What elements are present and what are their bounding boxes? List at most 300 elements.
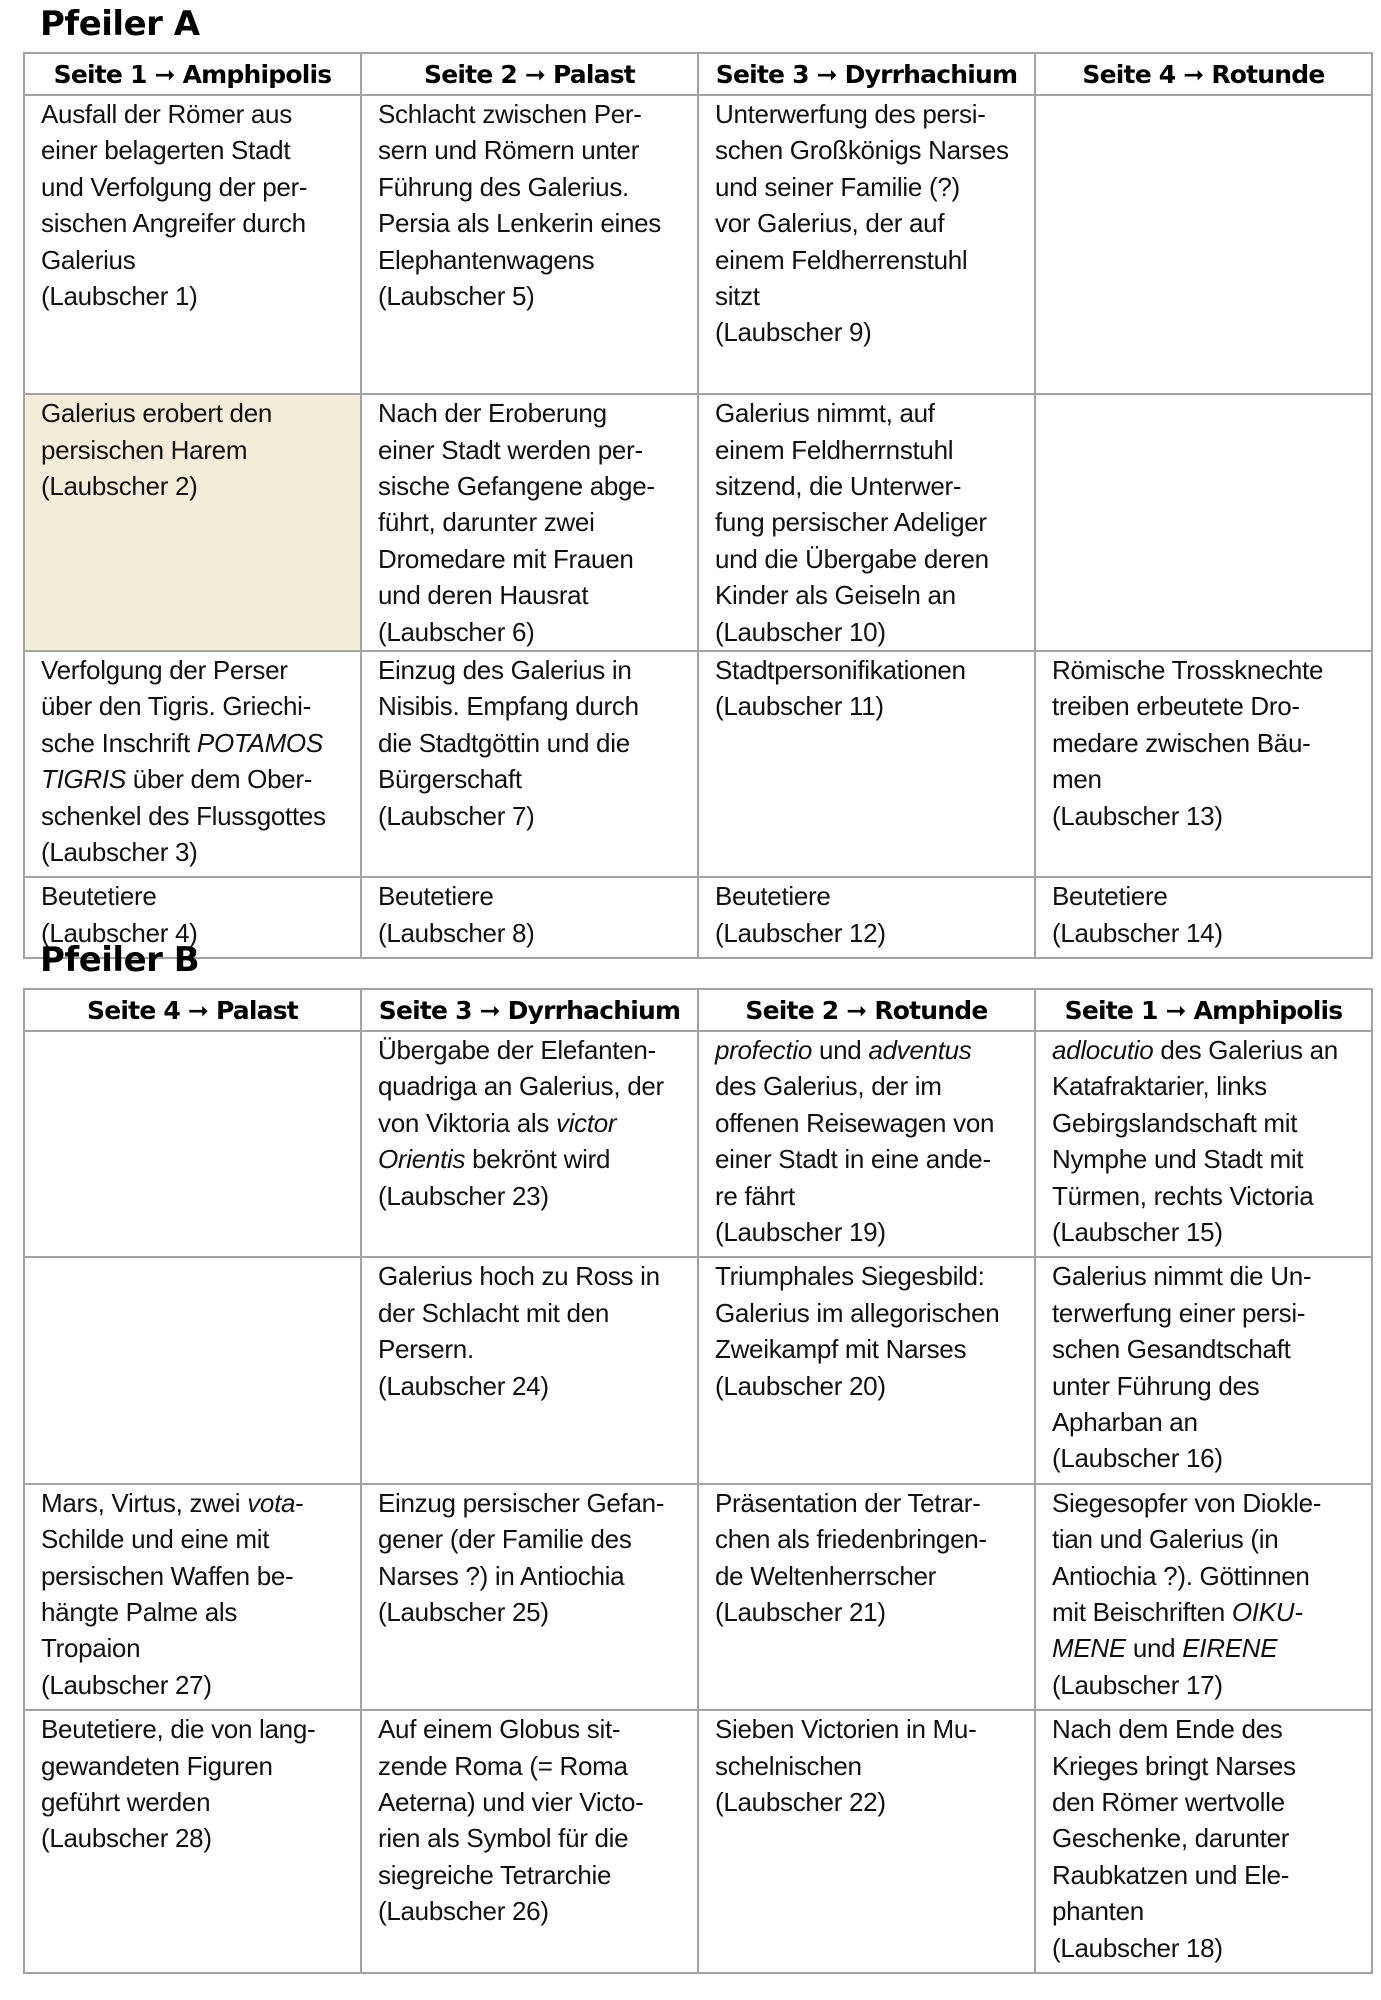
text-segment: rien als Symbol für die <box>378 1823 629 1854</box>
italic-term: TIGRIS <box>41 764 126 795</box>
cell-text-line <box>715 1368 1026 1404</box>
cell-text-line <box>1052 1214 1363 1250</box>
text-segment: (Laubscher 24) <box>378 1370 549 1401</box>
cell-text-line <box>1052 688 1363 724</box>
cell-text-line <box>715 242 1026 278</box>
table-cell <box>361 95 698 394</box>
text-segment: Nach der Eroberung <box>378 398 607 429</box>
text-segment: Geschenke, darunter <box>1052 1823 1290 1854</box>
cell-text-line <box>1052 1748 1363 1784</box>
cell-text-line <box>378 1068 689 1104</box>
cell-text-line <box>1052 1485 1363 1521</box>
cell-text-line <box>378 577 689 613</box>
text-segment: Verfolgung der Perser <box>41 655 288 686</box>
text-segment: schen Großkönigs Narses <box>715 135 1009 166</box>
text-segment: Nach dem Ende des <box>1052 1714 1283 1745</box>
table-cell <box>361 1710 698 1973</box>
cell-text-line <box>41 1667 352 1703</box>
text-segment: Krieges bringt Narses <box>1052 1750 1296 1781</box>
header-target: Palast <box>215 995 298 1025</box>
header-target: Dyrrhachium <box>507 995 681 1025</box>
cell-text-line <box>1052 1820 1363 1856</box>
cell-text-line <box>378 242 689 278</box>
cell-text-line <box>715 132 1026 168</box>
cell-text-line <box>41 169 352 205</box>
pfeiler-a-table <box>23 52 1373 959</box>
cell-text-line <box>378 915 689 951</box>
cell-text-line <box>41 278 352 314</box>
cell-text-line <box>715 1295 1026 1331</box>
cell-text-line <box>41 1630 352 1666</box>
cell-text-line <box>715 314 1026 350</box>
cell-text-line <box>378 1368 689 1404</box>
text-segment: die Stadtgöttin und die <box>378 727 630 758</box>
empty-cell <box>24 1257 361 1483</box>
cell-text-line <box>715 1711 1026 1747</box>
table-cell <box>24 1484 361 1710</box>
table-cell <box>361 1257 698 1483</box>
text-segment: und die Übergabe deren <box>715 543 989 574</box>
table-cell <box>361 651 698 877</box>
text-segment: Narses ?) in Antiochia <box>378 1560 625 1591</box>
text-segment: (Laubscher 15) <box>1052 1217 1223 1248</box>
text-segment: schenkel des Flussgottes <box>41 800 326 831</box>
cell-text-line <box>378 1521 689 1557</box>
cell-text-line <box>41 834 352 870</box>
text-segment: (Laubscher 16) <box>1052 1443 1223 1474</box>
text-segment: Tropaion <box>41 1633 141 1664</box>
text-segment: und Verfolgung der per- <box>41 171 308 202</box>
empty-cell <box>1035 394 1372 651</box>
pfeiler-b-title: Pfeiler B <box>40 940 200 980</box>
cell-text-line <box>378 688 689 724</box>
cell-text-line <box>378 1105 689 1141</box>
text-segment: (Laubscher 17) <box>1052 1669 1223 1700</box>
text-segment: mit Beischriften <box>1052 1597 1232 1627</box>
cell-text-line <box>1052 1857 1363 1893</box>
cell-text-line <box>378 1711 689 1747</box>
table-cell <box>361 394 698 651</box>
column-header <box>1035 53 1372 95</box>
text-segment: (Laubscher 3) <box>41 837 198 868</box>
text-segment: sitzend, die Unterwer- <box>715 471 962 501</box>
column-header <box>24 53 361 95</box>
pfeiler-a-title: Pfeiler A <box>40 4 200 44</box>
cell-text-line <box>1052 1404 1363 1440</box>
table-cell <box>1035 877 1372 958</box>
cell-text-line <box>41 96 352 132</box>
cell-text-line <box>1052 761 1363 797</box>
cell-text-line <box>378 1141 689 1177</box>
empty-cell <box>1035 95 1372 394</box>
header-target: Dyrrhachium <box>844 59 1018 89</box>
table-cell <box>24 1710 361 1973</box>
text-segment: Galerius erobert den <box>41 398 273 429</box>
text-segment: sische Gefangene abge- <box>378 471 655 501</box>
text-segment: vor Galerius, der auf <box>715 208 945 239</box>
text-segment: Galerius nimmt die Un- <box>1052 1261 1312 1292</box>
text-segment: Schlacht zwischen Per- <box>378 99 642 129</box>
text-segment: und deren Hausrat <box>378 580 589 611</box>
text-segment: chen als friedenbringen- <box>715 1524 987 1555</box>
text-segment: über dem Ober- <box>125 764 313 795</box>
header-side: Seite 4 <box>87 995 180 1025</box>
cell-text-line <box>1052 1630 1363 1666</box>
text-segment: des Galerius an <box>1153 1035 1338 1065</box>
text-segment: geführt werden <box>41 1786 211 1817</box>
cell-text-line <box>715 1485 1026 1521</box>
cell-text-line <box>1052 1893 1363 1929</box>
text-segment: (Laubscher 11) <box>715 691 884 722</box>
text-segment: re fährt <box>715 1180 795 1211</box>
cell-text-line <box>1052 1784 1363 1820</box>
text-segment: (Laubscher 19) <box>715 1217 886 1248</box>
arrow-right-icon: ➞ <box>187 995 209 1025</box>
text-segment: - <box>295 1487 304 1518</box>
text-segment: terwerfung einer persi- <box>1052 1297 1306 1328</box>
cell-text-line <box>1052 652 1363 688</box>
cell-text-line <box>715 504 1026 540</box>
cell-text-line <box>1052 1295 1363 1331</box>
text-segment: Zweikampf mit Narses <box>715 1334 967 1365</box>
cell-text-line <box>41 688 352 724</box>
cell-text-line <box>41 798 352 834</box>
italic-term: MENE <box>1052 1633 1126 1664</box>
table-cell <box>698 1031 1035 1257</box>
table-cell <box>698 1710 1035 1973</box>
cell-text-line <box>1052 725 1363 761</box>
cell-text-line <box>715 96 1026 132</box>
text-segment: Nymphe und Stadt mit <box>1052 1144 1304 1175</box>
cell-text-line <box>715 395 1026 431</box>
text-segment: de Weltenherrscher <box>715 1560 937 1591</box>
text-segment: des Galerius, der im <box>715 1071 942 1102</box>
text-segment: (Laubscher 8) <box>378 917 535 948</box>
cell-text-line <box>1052 1594 1363 1630</box>
text-segment: Unterwerfung des persi- <box>715 99 986 129</box>
table-row <box>24 651 1372 877</box>
text-segment: sern und Römern unter <box>378 135 640 166</box>
text-segment: (Laubscher 23) <box>378 1180 549 1211</box>
text-segment: Galerius hoch zu Ross in <box>378 1261 660 1292</box>
cell-text-line <box>1052 1178 1363 1214</box>
cell-text-line <box>41 1594 352 1630</box>
cell-text-line <box>1052 1105 1363 1141</box>
text-segment: Sieben Victorien in Mu- <box>715 1714 977 1745</box>
text-segment: Raubkatzen und Ele- <box>1052 1859 1290 1890</box>
arrow-right-icon: ➞ <box>1165 995 1186 1025</box>
text-segment: Katafraktarier, links <box>1052 1071 1267 1102</box>
header-target: Amphipolis <box>182 59 332 89</box>
header-row <box>24 53 1372 95</box>
cell-text-line <box>715 1214 1026 1250</box>
cell-text-line <box>41 1711 352 1747</box>
table-cell <box>1035 1257 1372 1483</box>
text-segment: (Laubscher 1) <box>41 281 198 312</box>
cell-text-line <box>715 915 1026 951</box>
header-target: Rotunde <box>1211 59 1325 89</box>
table-cell <box>1035 651 1372 877</box>
empty-cell <box>24 1031 361 1257</box>
text-segment: (Laubscher 14) <box>1052 917 1223 948</box>
text-segment: (Laubscher 10) <box>715 616 886 647</box>
cell-text-line <box>1052 798 1363 834</box>
column-header <box>698 989 1035 1031</box>
table-cell <box>1035 1484 1372 1710</box>
cell-text-line <box>41 1558 352 1594</box>
cell-text-line <box>378 96 689 132</box>
cell-text-line <box>378 1857 689 1893</box>
cell-text-line <box>378 1820 689 1856</box>
text-segment: persischen Waffen be- <box>41 1560 294 1591</box>
text-segment: sitzt <box>715 281 760 312</box>
arrow-right-icon: ➞ <box>479 995 500 1025</box>
text-segment: (Laubscher 12) <box>715 917 886 948</box>
cell-text-line <box>41 1784 352 1820</box>
table-cell <box>24 95 361 394</box>
arrow-right-icon: ➞ <box>816 59 837 89</box>
cell-text-line <box>41 1748 352 1784</box>
text-segment: sche Inschrift <box>41 727 197 758</box>
text-segment: Apharban an <box>1052 1407 1198 1438</box>
text-segment: gewandeten Figuren <box>41 1750 273 1781</box>
cell-text-line <box>378 504 689 540</box>
cell-text-line <box>1052 1711 1363 1747</box>
italic-term: profectio <box>715 1035 813 1065</box>
table-cell <box>698 394 1035 651</box>
text-segment: einem Feldherrnstuhl <box>715 434 954 465</box>
table-cell <box>24 651 361 877</box>
text-segment: Dromedare mit Frauen <box>378 543 634 574</box>
text-segment: Beutetiere <box>41 881 157 912</box>
cell-text-line <box>715 1521 1026 1557</box>
text-segment: Galerius nimmt, auf <box>715 398 935 429</box>
cell-text-line <box>1052 1068 1363 1104</box>
text-segment: Aeterna) und vier Victo- <box>378 1786 644 1817</box>
cell-text-line <box>378 278 689 314</box>
table-row <box>24 1031 1372 1257</box>
header-side: Seite 4 <box>1082 59 1176 89</box>
cell-text-line <box>715 468 1026 504</box>
cell-text-line <box>378 1594 689 1630</box>
table-row <box>24 877 1372 958</box>
cell-text-line <box>1052 1930 1363 1966</box>
text-segment: und <box>812 1035 869 1065</box>
text-segment: (Laubscher 22) <box>715 1786 886 1817</box>
text-segment: unter Führung des <box>1052 1370 1260 1401</box>
table-cell <box>361 877 698 958</box>
arrow-right-icon: ➞ <box>154 59 175 89</box>
cell-text-line <box>378 1893 689 1929</box>
text-segment: treiben erbeutete Dro- <box>1052 691 1300 722</box>
table-row <box>24 1257 1372 1483</box>
italic-term: POTAMOS <box>196 727 323 758</box>
cell-text-line <box>378 169 689 205</box>
cell-text-line <box>715 541 1026 577</box>
table-row <box>24 1710 1372 1973</box>
cell-text-line <box>41 761 352 797</box>
pfeiler-b-table <box>23 988 1373 1974</box>
header-side: Seite 3 <box>378 995 472 1025</box>
cell-text-line <box>41 1521 352 1557</box>
table-cell <box>698 877 1035 958</box>
text-segment: Türmen, rechts Victoria <box>1052 1180 1314 1211</box>
cell-text-line <box>378 1485 689 1521</box>
text-segment: und seiner Familie (?) <box>715 171 960 202</box>
cell-text-line <box>41 242 352 278</box>
text-segment: führt, darunter zwei <box>378 507 595 538</box>
text-segment: schen Gesandtschaft <box>1052 1334 1291 1365</box>
cell-text-line <box>41 1820 352 1856</box>
cell-text-line <box>378 1295 689 1331</box>
cell-text-line <box>378 1331 689 1367</box>
text-segment: Beutetiere, die von lang- <box>41 1714 316 1745</box>
cell-text-line <box>41 205 352 241</box>
cell-text-line <box>378 725 689 761</box>
italic-term: Orientis <box>378 1144 466 1175</box>
cell-text-line <box>715 1784 1026 1820</box>
cell-text-line <box>378 395 689 431</box>
text-segment: (Laubscher 5) <box>378 281 535 312</box>
cell-text-line <box>378 1178 689 1214</box>
text-segment: und <box>1125 1633 1183 1664</box>
text-segment: (Laubscher 25) <box>378 1597 549 1627</box>
text-segment: Einzug persischer Gefan- <box>378 1487 665 1518</box>
header-side: Seite 3 <box>715 59 809 89</box>
cell-text-line <box>41 432 352 468</box>
arrow-right-icon: ➞ <box>846 995 867 1025</box>
cell-text-line <box>378 614 689 650</box>
cell-text-line <box>715 614 1026 650</box>
cell-text-line <box>715 1331 1026 1367</box>
text-segment: Nisibis. Empfang durch <box>378 691 639 722</box>
cell-text-line <box>378 1784 689 1820</box>
arrow-right-icon: ➞ <box>1183 59 1204 89</box>
cell-text-line <box>378 1558 689 1594</box>
cell-text-line <box>1052 1141 1363 1177</box>
text-segment: quadriga an Galerius, der <box>378 1071 664 1102</box>
italic-term: victor <box>555 1107 617 1138</box>
cell-text-line <box>378 432 689 468</box>
text-segment: einer Stadt werden per- <box>378 434 643 465</box>
text-segment: einem Feldherrenstuhl <box>715 244 968 275</box>
text-segment: (Laubscher 4) <box>41 917 198 948</box>
text-segment: Elephantenwagens <box>378 244 595 275</box>
text-segment: Ausfall der Römer aus <box>41 99 292 129</box>
table-cell <box>361 1031 698 1257</box>
cell-text-line <box>41 132 352 168</box>
cell-text-line <box>378 132 689 168</box>
text-segment: sischen Angreifer durch <box>41 208 306 239</box>
cell-text-line <box>1052 1032 1363 1068</box>
text-segment: Siegesopfer von Diokle- <box>1052 1487 1322 1518</box>
text-segment: bekrönt wird <box>465 1144 611 1175</box>
text-segment: medare zwischen Bäu- <box>1052 727 1311 758</box>
text-segment: persischen Harem <box>41 434 248 465</box>
table-row <box>24 394 1372 651</box>
cell-text-line <box>378 652 689 688</box>
text-segment: Beutetiere <box>378 881 494 912</box>
cell-text-line <box>715 878 1026 914</box>
header-target: Amphipolis <box>1193 995 1343 1025</box>
cell-text-line <box>715 1105 1026 1141</box>
cell-text-line <box>378 798 689 834</box>
cell-text-line <box>1052 1558 1363 1594</box>
text-segment: Schilde und eine mit <box>41 1524 270 1555</box>
cell-text-line <box>41 878 352 914</box>
cell-text-line <box>41 395 352 431</box>
cell-text-line <box>1052 1667 1363 1703</box>
header-side: Seite 2 <box>424 59 517 89</box>
text-segment: Übergabe der Elefanten- <box>378 1035 656 1065</box>
column-header <box>361 53 698 95</box>
italic-term: EIRENE <box>1182 1633 1278 1664</box>
header-row <box>24 989 1372 1031</box>
italic-term: adlocutio <box>1052 1035 1154 1065</box>
text-segment: von Viktoria als <box>378 1107 556 1138</box>
text-segment: Kinder als Geiseln an <box>715 580 956 611</box>
text-segment: Galerius <box>41 244 136 275</box>
text-segment: der Schlacht mit den <box>378 1297 610 1328</box>
table-cell <box>1035 1710 1372 1973</box>
cell-text-line <box>715 1178 1026 1214</box>
table-cell <box>698 1484 1035 1710</box>
italic-term: vota <box>247 1487 296 1518</box>
table-cell <box>698 651 1035 877</box>
text-segment: Führung des Galerius. <box>378 171 629 202</box>
text-segment: zende Roma (= Roma <box>378 1750 628 1781</box>
text-segment: (Laubscher 20) <box>715 1370 886 1401</box>
cell-text-line <box>41 725 352 761</box>
cell-text-line <box>715 1032 1026 1068</box>
cell-text-line <box>378 878 689 914</box>
text-segment: siegreiche Tetrarchie <box>378 1859 612 1890</box>
text-segment: einer Stadt in eine ande- <box>715 1144 991 1175</box>
table-cell <box>698 1257 1035 1483</box>
cell-text-line <box>1052 878 1363 914</box>
text-segment: (Laubscher 28) <box>41 1823 212 1854</box>
cell-text-line <box>378 761 689 797</box>
cell-text-line <box>715 1594 1026 1630</box>
text-segment: Mars, Virtus, zwei <box>41 1487 248 1518</box>
text-segment: (Laubscher 27) <box>41 1669 212 1700</box>
cell-text-line <box>715 1258 1026 1294</box>
cell-text-line <box>378 1748 689 1784</box>
table-cell <box>24 394 361 651</box>
table-cell <box>1035 1031 1372 1257</box>
text-segment: (Laubscher 26) <box>378 1896 549 1927</box>
column-header <box>24 989 361 1031</box>
header-target: Palast <box>552 59 635 89</box>
text-segment: (Laubscher 7) <box>378 800 535 831</box>
column-header <box>361 989 698 1031</box>
text-segment: Beutetiere <box>1052 881 1168 912</box>
text-segment: Persern. <box>378 1334 474 1365</box>
text-segment: offenen Reisewagen von <box>715 1107 995 1138</box>
cell-text-line <box>715 1068 1026 1104</box>
header-side: Seite 1 <box>53 59 147 89</box>
cell-text-line <box>1052 1521 1363 1557</box>
italic-term: adventus <box>868 1035 972 1065</box>
text-segment: fung persischer Adeliger <box>715 507 987 538</box>
text-segment: Auf einem Globus sit- <box>378 1714 621 1745</box>
cell-text-line <box>715 205 1026 241</box>
text-segment: Galerius im allegorischen <box>715 1297 1000 1328</box>
cell-text-line <box>715 652 1026 688</box>
cell-text-line <box>715 278 1026 314</box>
column-header <box>1035 989 1372 1031</box>
arrow-right-icon: ➞ <box>524 59 546 89</box>
